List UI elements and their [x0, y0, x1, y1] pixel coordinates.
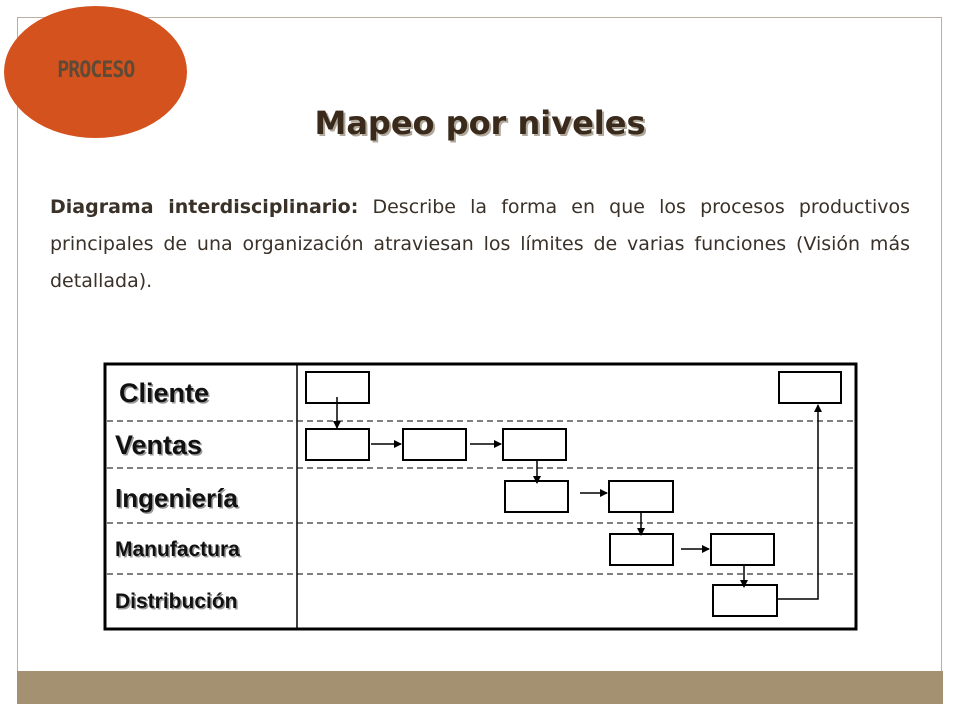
lane-label-manufactura: Manufactura	[115, 538, 240, 561]
process-box-ventas-2	[403, 429, 466, 460]
process-box-manufactura-1	[610, 534, 673, 565]
process-box-ingenieria-2	[609, 481, 673, 512]
process-box-ingenieria-1	[505, 481, 568, 512]
process-box-manufactura-2	[711, 534, 774, 565]
footer-bar	[17, 671, 943, 704]
page-title: Mapeo por niveles	[314, 104, 646, 142]
process-box-cliente-2	[779, 372, 841, 403]
description-text: Describe la forma en que los procesos productivos principales de una organización atraviesan los límites de varias funciones (Visión más detallada).	[50, 196, 910, 292]
lane-label-ventas: Ventas	[115, 430, 203, 460]
lane-label-distribucion: Distribución	[115, 590, 238, 613]
badge-label: PROCESO	[56, 57, 135, 83]
process-box-ventas-3	[503, 429, 566, 460]
description-term: Diagrama interdisciplinario:	[50, 196, 359, 218]
process-box-ventas-1	[306, 429, 369, 460]
process-box-distribucion-1	[713, 585, 777, 616]
lane-label-cliente: Cliente	[119, 378, 210, 408]
lane-label-ingenieria: Ingeniería	[115, 483, 238, 513]
